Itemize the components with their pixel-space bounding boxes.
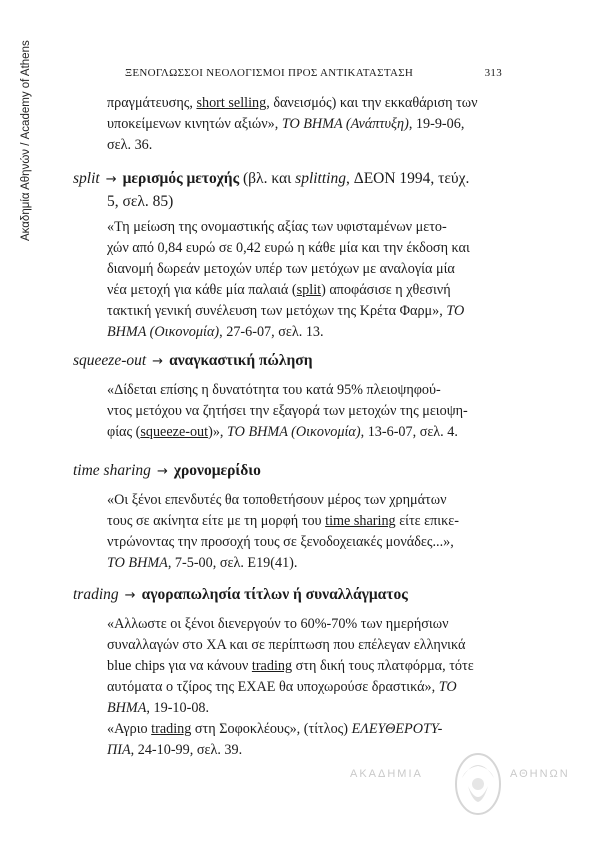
quote-line: ντος μετόχου να ζητήσει την εξαγορά των μετοχών της μειοψη- [107,403,468,419]
quote-line: «Οι ξένοι επενδυτές θα τοποθετήσουν μέρος των χρημάτων [107,492,447,508]
academy-watermark [350,748,580,828]
quote-line: τους σε ακίνητα είτε με τη μορφή του time sharing είτε επικε- [107,513,459,529]
arrow-icon: → [105,172,117,187]
entry-headword: αναγκαστική πώληση [169,352,313,369]
entry-term: split [73,170,100,187]
intro-line-2: υποκείμενων κινητών αξιών», ΤΟ ΒΗΜΑ (Ανάπτυξη), 19-9-06, [107,116,465,132]
quote-line: «Αγριο trading στη Σοφοκλέους», (τίτλος) ΕΛΕΥΘΕΡΟΤΥ- [107,721,443,737]
entry-headword: μερισμός μετοχής [122,170,240,187]
source-ref: ΤΟ ΒΗΜΑ (Ανάπτυξη) [281,116,409,132]
page-number: 313 [484,67,502,79]
underlined-term: short selling [196,95,267,111]
athena-emblem-icon [450,748,506,820]
entry-term: time sharing [73,462,151,479]
watermark-text-right: ΑΘΗΝΩΝ [510,768,570,780]
quote-trading [107,614,474,761]
arrow-icon: → [124,588,136,603]
entry-note-split: 5, σελ. 85) [107,193,174,210]
quote-line: blue chips για να κάνουν trading στη δική τους πλατφόρμα, τότε [107,658,474,674]
arrow-icon: → [152,354,164,369]
quote-line: νέα μετοχή για κάθε μία παλαιά (split) αποφάσισε η χθεσινή [107,282,451,298]
quote-line: συναλλαγών στο ΧΑ και σε περίπτωση που επέλεγαν ελληνικά [107,637,466,653]
header-title: ΞΕΝΟΓΛΩΣΣΟΙ ΝΕΟΛΟΓΙΣΜΟΙ ΠΡΟΣ ΑΝΤΙΚΑΤΑΣΤΑΣΗ [125,67,414,79]
running-header [125,67,502,83]
quote-line: διανομή δωρεάν μετοχών υπέρ των μετόχων με αναλογία μία [107,261,455,277]
entry-heading-time-sharing [73,460,261,482]
quote-line: χών από 0,84 ευρώ σε 0,42 ευρώ η κάθε μία και την έκδοση και [107,240,470,256]
quote-line: ΠΙΑ, 24-10-99, σελ. 39. [107,742,243,758]
quote-line: «Τη μείωση της ονομαστικής αξίας των υφισταμένων μετο- [107,219,447,235]
quote-time-sharing [107,490,459,574]
quote-line: φίας (squeeze-out)», ΤΟ ΒΗΜΑ (Οικονομία), 13-6-07, σελ. 4. [107,424,458,440]
watermark-text-left: ΑΚΑΔΗΜΙΑ [350,768,423,780]
entry-heading-trading [73,584,408,606]
entry-heading-split: split → μερισμός μετοχής (βλ. και splitting, ΔΕΟΝ 1994, τεύχ. [73,170,470,187]
quote-line: «Δίδεται επίσης η δυνατότητα του κατά 95% πλειοψηφού- [107,382,441,398]
entry-term: trading [73,586,119,603]
intro-line-3: σελ. 36. [107,137,153,153]
quote-line: τακτική γενική συνέλευση των μετόχων της Κρέτα Φαρμ», ΤΟ [107,303,465,319]
quote-line: ντρώνοντας την προσοχή τους σε ξενοδοχειακές μονάδες...», [107,534,454,550]
entry-term: squeeze-out [73,352,147,369]
entry-heading-squeeze-out [73,350,313,372]
quote-line: αυτόματα ο τζίρος της ΕΧΑΕ θα υποχωρούσε δραστικά», ΤΟ [107,679,457,695]
quote-line: ΒΗΜΑ (Οικονομία), 27-6-07, σελ. 13. [107,324,324,340]
intro-line-1: πραγμάτευσης, short selling, δανεισμός) και την εκκαθάριση των [107,95,478,111]
quote-split [107,217,470,343]
entry-headword: αγοραπωλησία τίτλων ή συναλλάγματος [141,586,408,603]
quote-line: «Αλλωστε οι ξένοι διενεργούν το 60%-70% των ημερήσιων [107,616,449,632]
quote-line: ΒΗΜΑ, 19-10-08. [107,700,210,716]
sidebar-vertical-text: Ακαδημία Αθηνών / Academy of Athens [20,40,32,241]
quote-squeeze-out [107,380,468,443]
intro-paragraph [107,93,478,156]
arrow-icon: → [156,464,168,479]
quote-line: ΤΟ ΒΗΜΑ, 7-5-00, σελ. Ε19(41). [107,555,298,571]
entry-headword: χρονομερίδιο [173,462,261,479]
